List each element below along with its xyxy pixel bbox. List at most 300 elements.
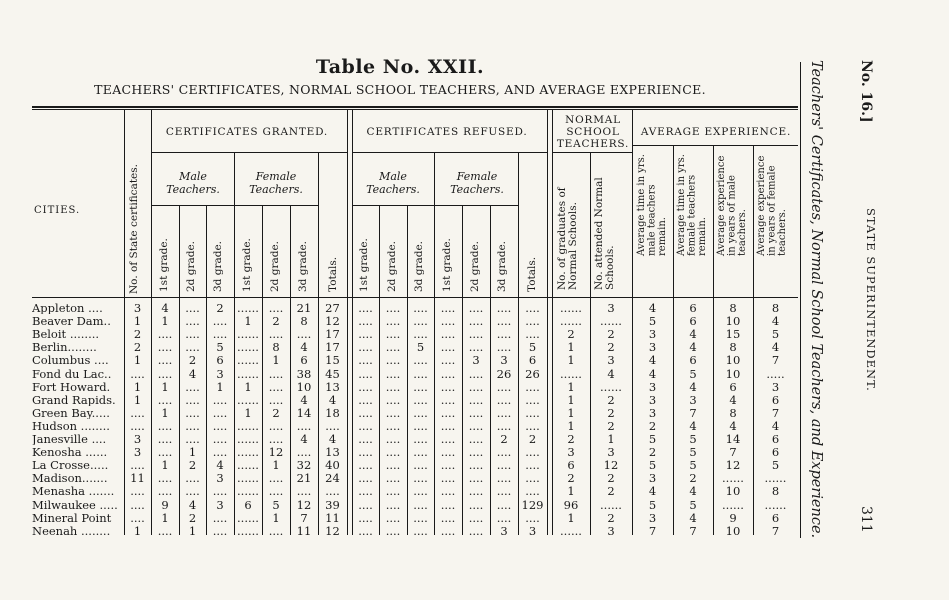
table-cell: .... bbox=[268, 432, 284, 446]
table-cell: 4 bbox=[300, 432, 308, 446]
granted-female-3d-header: 3d grade. bbox=[297, 240, 309, 292]
table-cell: .... bbox=[468, 327, 484, 342]
granted-female-1st-header: 1st grade. bbox=[241, 238, 253, 292]
table-cell: .... bbox=[440, 432, 456, 446]
table-cell: .... bbox=[385, 366, 401, 381]
table-cell: ...... bbox=[237, 445, 259, 460]
table-cell: 2 bbox=[607, 471, 615, 486]
table-cell: 5 bbox=[528, 340, 537, 355]
table-cell: 1 bbox=[567, 379, 575, 394]
table-cell: .... bbox=[413, 523, 428, 538]
table-cell: 6 bbox=[771, 445, 780, 460]
table-cell: 1 bbox=[272, 458, 280, 473]
table-cell: 2 bbox=[567, 327, 575, 342]
table-cell: 3 bbox=[133, 301, 142, 315]
table-cell: 8 bbox=[729, 301, 737, 315]
table-cell: .... bbox=[496, 510, 512, 525]
table-cell: 5 bbox=[689, 458, 697, 473]
table-cell: ...... bbox=[764, 497, 787, 512]
refused-female-2d-header: 2d grade. bbox=[469, 240, 481, 292]
table-cell: .... bbox=[413, 392, 428, 407]
table-cell: 11 bbox=[325, 510, 340, 525]
table-cell: 3 bbox=[771, 379, 780, 394]
table-cell: .... bbox=[325, 484, 340, 499]
table-cell: 6 bbox=[689, 314, 697, 329]
table-cell: .... bbox=[468, 418, 484, 433]
table-cell: 4 bbox=[689, 484, 697, 499]
table-cell: 1 bbox=[567, 418, 575, 433]
table-cell: .... bbox=[385, 458, 401, 473]
table-cell: .... bbox=[413, 510, 428, 525]
table-cell: .... bbox=[440, 418, 456, 433]
table-cell: 1 bbox=[567, 392, 575, 407]
table-cell: 4 bbox=[771, 314, 780, 329]
table-cell: 4 bbox=[689, 418, 697, 433]
col-divider bbox=[347, 110, 348, 535]
table-cell: 8 bbox=[272, 340, 280, 355]
table-cell: .... bbox=[185, 392, 200, 407]
table-cell: .... bbox=[413, 379, 428, 394]
table-cell: .... bbox=[413, 432, 428, 446]
table-cell: 5 bbox=[689, 366, 697, 381]
table-cell: 8 bbox=[300, 314, 308, 329]
table-cell: .... bbox=[185, 471, 200, 486]
granted-male-1st-header: 1st grade. bbox=[158, 238, 170, 292]
table-cell: .... bbox=[358, 418, 373, 433]
table-cell: 6 bbox=[771, 392, 780, 407]
table-cell: .... bbox=[525, 510, 540, 525]
table-cell: 3 bbox=[528, 523, 537, 538]
table-cell: .... bbox=[385, 301, 401, 315]
table-cell: .... bbox=[440, 340, 456, 355]
group-underline bbox=[151, 152, 347, 153]
table-cell: 1 bbox=[272, 353, 280, 368]
table-cell: .... bbox=[157, 523, 173, 538]
table-cell: ...... bbox=[237, 484, 259, 499]
table-cell: .... bbox=[358, 471, 373, 486]
table-cell: 10 bbox=[725, 366, 741, 381]
table-cell: 11 bbox=[130, 471, 145, 486]
table-cell: 1 bbox=[244, 314, 252, 329]
cities-header: CITIES. bbox=[34, 205, 81, 216]
table-cell: 4 bbox=[188, 497, 197, 512]
table-cell: .... bbox=[325, 418, 340, 433]
table-cell: 4 bbox=[771, 340, 780, 355]
city-name: Fort Howard. bbox=[32, 380, 111, 393]
table-cell: .... bbox=[268, 392, 284, 407]
table-cell: .... bbox=[212, 327, 228, 342]
table-cell: .... bbox=[413, 327, 428, 342]
table-cell: ...... bbox=[237, 340, 259, 355]
table-cell: 1 bbox=[567, 484, 575, 499]
table-cell: .... bbox=[385, 510, 401, 525]
table-cell: .... bbox=[525, 405, 540, 420]
table-cell: .... bbox=[157, 432, 173, 446]
table-cell: .... bbox=[296, 418, 312, 433]
table-cell: .... bbox=[468, 484, 484, 499]
table-cell: 1 bbox=[567, 353, 575, 368]
table-cell: 1 bbox=[567, 510, 575, 525]
table-cell: .... bbox=[212, 418, 228, 433]
table-cell: 5 bbox=[216, 340, 224, 355]
table-cell: 2 bbox=[188, 353, 197, 368]
table-cell: .... bbox=[212, 314, 228, 329]
city-name: Menasha ....... bbox=[32, 485, 115, 498]
table-cell: 1 bbox=[133, 314, 142, 329]
granted-male-3d-header: 3d grade. bbox=[212, 240, 224, 292]
table-cell: 2 bbox=[188, 458, 197, 473]
table-cell: 4 bbox=[648, 484, 657, 499]
table-cell: .... bbox=[413, 314, 428, 329]
table-cell: 4 bbox=[648, 353, 657, 368]
table-cell: 1 bbox=[244, 405, 252, 420]
table-cell: .... bbox=[358, 445, 373, 460]
table-cell: 5 bbox=[648, 314, 657, 329]
table-cell: 5 bbox=[416, 340, 425, 355]
table-cell: 2 bbox=[607, 484, 615, 499]
table-cell: .... bbox=[358, 523, 373, 538]
table-cell: .... bbox=[496, 340, 512, 355]
table-cell: 4 bbox=[689, 379, 697, 394]
table-cell: ..... bbox=[766, 366, 785, 381]
table-cell: .... bbox=[268, 418, 284, 433]
table-cell: .... bbox=[496, 497, 512, 512]
table-cell: ...... bbox=[560, 314, 582, 329]
table-cell: .... bbox=[413, 353, 428, 368]
table-cell: .... bbox=[525, 445, 540, 460]
table-cell: 15 bbox=[725, 327, 741, 342]
table-cell: .... bbox=[268, 484, 284, 499]
table-cell: 4 bbox=[300, 392, 308, 407]
table-cell: .... bbox=[157, 484, 173, 499]
table-cell: .... bbox=[358, 353, 373, 368]
table-cell: ...... bbox=[237, 471, 259, 486]
table-cell: 1 bbox=[161, 405, 169, 420]
table-cell: 1 bbox=[188, 523, 197, 538]
table-cell: 5 bbox=[689, 445, 697, 460]
granted-male-2d-header: 2d grade. bbox=[185, 240, 197, 292]
table-cell: 12 bbox=[603, 458, 619, 473]
table-cell: 13 bbox=[325, 379, 340, 394]
city-name: Kenosha ...... bbox=[32, 446, 108, 459]
table-cell: .... bbox=[468, 510, 484, 525]
avg-time-female-header: Average time in yrs. female teachers remain. bbox=[676, 154, 708, 256]
table-cell: .... bbox=[468, 379, 484, 394]
document-number: No. 16.] bbox=[858, 60, 874, 123]
table-cell: 6 bbox=[300, 353, 308, 368]
table-cell: .... bbox=[413, 366, 428, 381]
city-name: Neenah ........ bbox=[32, 524, 111, 537]
table-cell: .... bbox=[440, 392, 456, 407]
table-cell: 12 bbox=[325, 523, 340, 538]
table-cell: 45 bbox=[325, 366, 340, 381]
table-cell: 7 bbox=[771, 523, 780, 538]
table-cell: .... bbox=[268, 301, 284, 315]
table-cell: .... bbox=[185, 379, 200, 394]
table-cell: .... bbox=[358, 458, 373, 473]
table-cell: .... bbox=[358, 314, 373, 329]
table-cell: .... bbox=[157, 340, 173, 355]
table-cell: 12 bbox=[296, 497, 312, 512]
table-cell: .... bbox=[440, 327, 456, 342]
table-cell: .... bbox=[525, 484, 540, 499]
table-cell: .... bbox=[157, 327, 173, 342]
table-cell: .... bbox=[185, 301, 200, 315]
table-cell: 1 bbox=[244, 379, 252, 394]
table-cell: .... bbox=[440, 523, 456, 538]
granted-totals-header: Totals. bbox=[327, 256, 339, 292]
table-cell: ...... bbox=[237, 301, 259, 315]
table-cell: .... bbox=[468, 432, 484, 446]
table-cell: .... bbox=[157, 445, 173, 460]
city-name: Green Bay..... bbox=[32, 406, 110, 419]
city-name: Milwaukee ..... bbox=[32, 498, 118, 511]
table-cell: 3 bbox=[567, 445, 575, 460]
granted-female-teachers: Female Teachers. bbox=[249, 170, 303, 196]
table-cell: 2 bbox=[689, 471, 697, 486]
table-cell: 1 bbox=[133, 523, 142, 538]
table-cell: .... bbox=[413, 405, 428, 420]
table-cell: .... bbox=[385, 340, 401, 355]
table-cell: .... bbox=[440, 379, 456, 394]
table-cell: 3 bbox=[648, 510, 657, 525]
table-cell: 1 bbox=[133, 353, 142, 368]
table-cell: ...... bbox=[560, 366, 582, 381]
table-cell: 3 bbox=[648, 405, 657, 420]
table-cell: 11 bbox=[296, 523, 312, 538]
table-cell: 5 bbox=[689, 432, 697, 446]
table-cell: 2 bbox=[272, 405, 280, 420]
col-divider bbox=[547, 110, 548, 535]
running-head: STATE SUPERINTENDENT. bbox=[864, 208, 878, 392]
group-underline bbox=[352, 205, 518, 206]
table-cell: .... bbox=[130, 484, 145, 499]
table-cell: 3 bbox=[648, 471, 657, 486]
table-cell: .... bbox=[130, 497, 145, 512]
certificates-granted-header: CERTIFICATES GRANTED. bbox=[165, 126, 329, 138]
table-cell: ...... bbox=[722, 471, 744, 486]
table-cell: .... bbox=[385, 405, 401, 420]
table-cell: .... bbox=[496, 301, 512, 315]
table-cell: 4 bbox=[648, 301, 657, 315]
table-cell: 39 bbox=[325, 497, 340, 512]
table-cell: 6 bbox=[528, 353, 537, 368]
table-cell: .... bbox=[525, 418, 540, 433]
table-cell: 21 bbox=[296, 301, 312, 315]
table-subtitle: TEACHERS' CERTIFICATES, NORMAL SCHOOL TEACHERS, AND AVERAGE EXPERIENCE. bbox=[94, 82, 706, 97]
table-cell: .... bbox=[468, 523, 484, 538]
top-rule-thin bbox=[32, 109, 798, 110]
table-cell: .... bbox=[468, 392, 484, 407]
table-cell: .... bbox=[440, 353, 456, 368]
table-cell: 1 bbox=[161, 379, 169, 394]
table-cell: .... bbox=[185, 432, 200, 446]
table-cell: 4 bbox=[729, 418, 737, 433]
table-cell: .... bbox=[130, 458, 145, 473]
table-cell: .... bbox=[468, 497, 484, 512]
table-cell: .... bbox=[385, 471, 401, 486]
table-cell: .... bbox=[525, 314, 540, 329]
table-cell: .... bbox=[413, 418, 428, 433]
table-cell: .... bbox=[496, 327, 512, 342]
table-cell: 3 bbox=[689, 392, 697, 407]
table-cell: 6 bbox=[689, 301, 697, 315]
table-cell: .... bbox=[525, 379, 540, 394]
table-cell: 96 bbox=[563, 497, 579, 512]
table-cell: 2 bbox=[133, 340, 142, 355]
refused-female-teachers: Female Teachers. bbox=[450, 170, 504, 196]
table-cell: 2 bbox=[607, 405, 615, 420]
city-name: Beaver Dam.. bbox=[32, 315, 111, 328]
graduates-col-header: No. of graduates of Normal Schools. bbox=[556, 187, 579, 290]
table-cell: 5 bbox=[648, 432, 657, 446]
table-cell: 12 bbox=[268, 445, 284, 460]
table-cell: .... bbox=[157, 471, 173, 486]
city-name: Columbus .... bbox=[32, 354, 109, 367]
table-cell: 6 bbox=[729, 379, 737, 394]
top-double-rule bbox=[32, 106, 798, 108]
city-name: Madison....... bbox=[32, 472, 108, 485]
table-cell: 4 bbox=[161, 301, 169, 315]
table-cell: .... bbox=[358, 340, 373, 355]
table-cell: 9 bbox=[729, 510, 737, 525]
table-cell: 3 bbox=[607, 353, 615, 368]
table-cell: .... bbox=[525, 458, 540, 473]
table-cell: 3 bbox=[472, 353, 480, 368]
table-cell: .... bbox=[212, 432, 228, 446]
table-cell: 14 bbox=[296, 405, 312, 420]
table-cell: .... bbox=[496, 314, 512, 329]
table-cell: .... bbox=[358, 327, 373, 342]
table-cell: 18 bbox=[325, 405, 340, 420]
table-cell: 6 bbox=[216, 353, 224, 368]
header-bottom-rule bbox=[32, 297, 798, 298]
table-cell: 3 bbox=[648, 340, 657, 355]
table-cell: 1 bbox=[188, 445, 197, 460]
table-cell: 2 bbox=[607, 327, 615, 342]
table-cell: .... bbox=[440, 471, 456, 486]
table-cell: 26 bbox=[525, 366, 540, 381]
table-cell: ...... bbox=[237, 392, 259, 407]
table-cell: 15 bbox=[325, 353, 340, 368]
table-cell: 1 bbox=[133, 392, 142, 407]
table-cell: 8 bbox=[729, 340, 737, 355]
table-cell: 7 bbox=[300, 510, 308, 525]
table-cell: 5 bbox=[272, 497, 280, 512]
table-cell: .... bbox=[130, 366, 145, 381]
table-cell: 7 bbox=[729, 445, 737, 460]
group-underline bbox=[552, 152, 632, 153]
table-cell: .... bbox=[496, 418, 512, 433]
table-cell: 4 bbox=[607, 366, 615, 381]
average-experience-header: AVERAGE EXPERIENCE. bbox=[640, 126, 792, 138]
table-cell: 5 bbox=[648, 458, 657, 473]
table-cell: .... bbox=[496, 458, 512, 473]
table-cell: 27 bbox=[325, 301, 340, 315]
table-cell: 4 bbox=[216, 458, 224, 473]
refused-male-2d-header: 2d grade. bbox=[386, 240, 398, 292]
table-cell: ...... bbox=[237, 458, 259, 473]
table-cell: 3 bbox=[648, 392, 657, 407]
table-cell: .... bbox=[440, 366, 456, 381]
table-cell: ...... bbox=[237, 432, 259, 446]
table-cell: 24 bbox=[325, 471, 340, 486]
table-cell: .... bbox=[496, 471, 512, 486]
city-name: Hudson ........ bbox=[32, 419, 110, 432]
table-cell: .... bbox=[130, 418, 145, 433]
granted-female-2d-header: 2d grade. bbox=[269, 240, 281, 292]
table-cell: .... bbox=[468, 340, 484, 355]
table-cell: 4 bbox=[188, 366, 197, 381]
table-cell: .... bbox=[296, 445, 312, 460]
table-cell: .... bbox=[496, 405, 512, 420]
table-cell: .... bbox=[157, 366, 173, 381]
table-cell: 10 bbox=[296, 379, 312, 394]
table-cell: .... bbox=[268, 379, 284, 394]
refused-male-teachers: Male Teachers. bbox=[366, 170, 420, 196]
table-cell: .... bbox=[157, 418, 173, 433]
table-cell: 2 bbox=[133, 327, 142, 342]
table-cell: 7 bbox=[648, 523, 657, 538]
table-cell: .... bbox=[468, 366, 484, 381]
table-cell: 7 bbox=[689, 405, 697, 420]
table-cell: .... bbox=[358, 366, 373, 381]
city-name: Mineral Point bbox=[32, 511, 112, 524]
table-cell: .... bbox=[358, 405, 373, 420]
refused-female-1st-header: 1st grade. bbox=[441, 238, 453, 292]
table-cell: 3 bbox=[607, 523, 615, 538]
table-cell: 8 bbox=[729, 405, 737, 420]
table-cell: 129 bbox=[521, 497, 544, 512]
table-cell: .... bbox=[440, 301, 456, 315]
table-cell: .... bbox=[440, 510, 456, 525]
table-cell: .... bbox=[468, 301, 484, 315]
table-cell: .... bbox=[385, 418, 401, 433]
table-cell: 4 bbox=[771, 418, 780, 433]
table-cell: 12 bbox=[325, 314, 340, 329]
table-cell: ...... bbox=[560, 523, 582, 538]
table-cell: .... bbox=[268, 327, 284, 342]
table-cell: 4 bbox=[328, 392, 337, 407]
table-cell: 2 bbox=[607, 418, 615, 433]
table-cell: 1 bbox=[567, 340, 575, 355]
group-underline bbox=[632, 145, 798, 146]
table-cell: .... bbox=[157, 353, 173, 368]
table-cell: 6 bbox=[771, 510, 780, 525]
avg-time-male-header: Average time in yrs. male teachers remain. bbox=[636, 154, 668, 256]
table-cell: .... bbox=[440, 458, 456, 473]
refused-male-3d-header: 3d grade. bbox=[413, 240, 425, 292]
table-cell: 1 bbox=[216, 379, 224, 394]
table-cell: .... bbox=[212, 392, 228, 407]
table-cell: .... bbox=[130, 510, 145, 525]
table-cell: 4 bbox=[689, 327, 697, 342]
table-cell: 4 bbox=[689, 510, 697, 525]
table-cell: .... bbox=[496, 445, 512, 460]
table-cell: .... bbox=[212, 510, 228, 525]
table-cell: .... bbox=[185, 314, 200, 329]
table-cell: 32 bbox=[296, 458, 312, 473]
table-cell: 13 bbox=[325, 445, 340, 460]
table-cell: 3 bbox=[500, 523, 508, 538]
table-cell: 2 bbox=[648, 445, 657, 460]
table-cell: .... bbox=[496, 379, 512, 394]
side-table-title: Teachers' Certificates, Normal School Teachers, and Experience. bbox=[808, 60, 824, 539]
table-cell: 7 bbox=[689, 523, 697, 538]
table-cell: .... bbox=[440, 314, 456, 329]
table-cell: ...... bbox=[237, 366, 259, 381]
table-cell: .... bbox=[212, 445, 228, 460]
